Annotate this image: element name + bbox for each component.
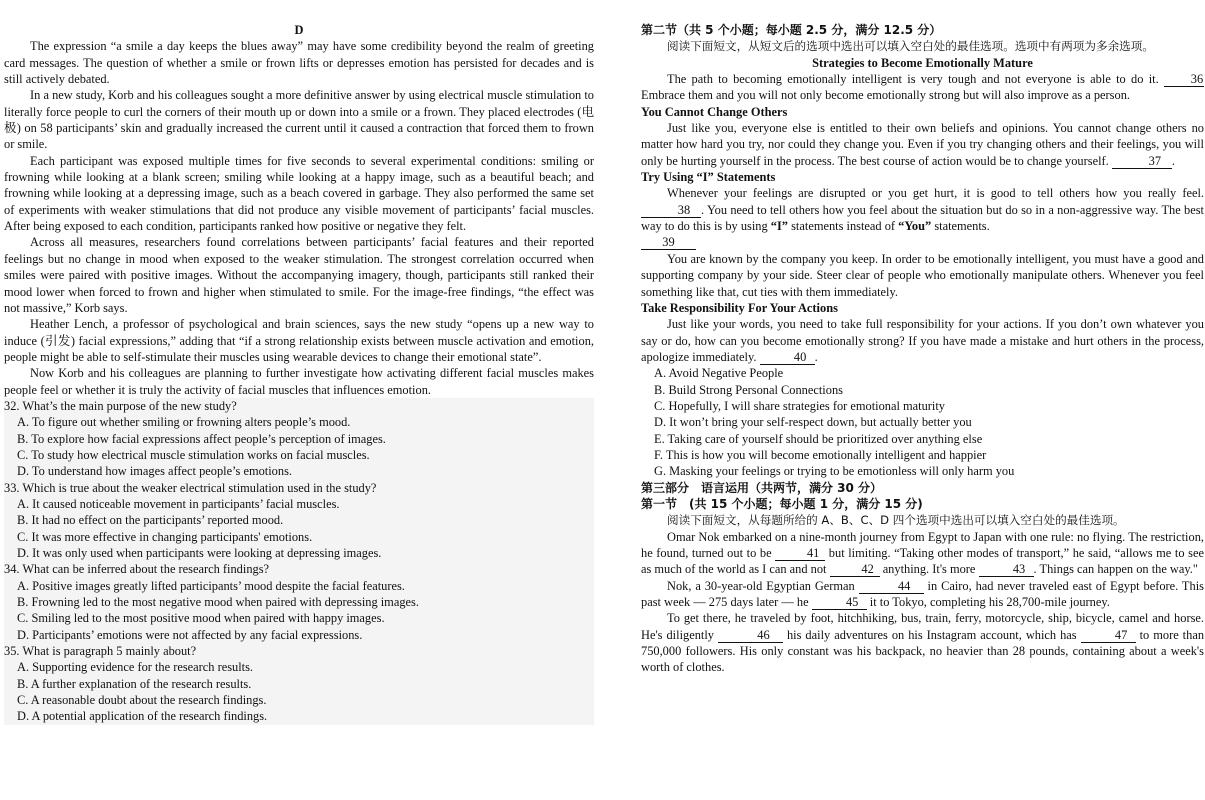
passage-paragraph: Just like your words, you need to take full responsibility for your actions. If you don’t own whatever you say or do, how can you become emotionally strong? If you have made a mistake and hurt others in the process, apologize immediately. 40 . [641,317,1204,364]
i-statement-label: “I” [770,219,788,234]
paragraph-text: his daily adventures on his Instagram account, which has [786,627,1077,642]
paragraph-text: in Cairo, had never traveled east of Egypt before. This past week — 275 days later — he [641,578,1204,610]
passage-paragraph: Heather Lench, a professor of psychological and brain sciences, says the new study “opens up a new way to induce (引发) facial expressions,” adding that “if a strong relationship exists between muscle activation and emotion, people might be able to self-stimulate their muscles using wearable devices to change their emotional state”. [4,317,594,364]
paragraph-text: Omar Nok embarked on a nine-month journey from Egypt to Japan with one rule: no flying. The restriction, he found, turned out to be [641,529,1204,560]
passage-title: Strategies to Become Emotionally Mature [812,55,1033,70]
subheading: You Cannot Change Others [641,104,788,119]
choice-option[interactable]: D. It won’t bring your self-respect down, but actually better you [654,415,972,430]
answer-option[interactable]: C. To study how electrical muscle stimulation works on facial muscles. [17,447,370,462]
passage-paragraph: Across all measures, researchers found correlations between participants’ facial features and their reported feelings but no change in mood when exposed to the weaker stimulation. The strongest correlation occurred when smiles were paired with positive images. Without the accompanying imagery, though, participants still ranked their mood lower when forced to frown and higher when stimulated to smile. For the image-free findings, “the effect was not massive,” Korb says. [4,235,594,315]
choice-option[interactable]: E. Taking care of yourself should be prioritized over anything else [654,431,983,446]
paragraph-text: Embrace them and you will not only become emotionally strong but will also improve as a person. [641,88,1130,103]
right-column [641,22,1204,676]
blank-37[interactable]: 37 [1112,154,1172,169]
answer-option[interactable]: B. A further explanation of the research results. [17,676,252,691]
blank-39[interactable]: 39 [641,235,696,250]
blank-44[interactable]: 44 [859,579,924,594]
passage-paragraph [641,71,1204,104]
section-1-title: 第一节 (共 15 个小题；每小题 1 分，满分 15 分) [641,496,923,511]
choice-option[interactable]: B. Build Strong Personal Connections [654,382,843,397]
part-3-title: 第三部分 语言运用（共两节，满分 30 分） [641,480,883,495]
section-2-instruction: 阅读下面短文，从短文后的选项中选出可以填入空白处的最佳选项。选项中有两项为多余选项。 [667,39,1154,54]
answer-option[interactable]: A. It caused noticeable movement in participants’ facial muscles. [17,496,340,511]
blank-40[interactable]: 40 [760,350,815,365]
question-stem: 35. What is paragraph 5 mainly about? [4,644,197,659]
you-statement-label: “You” [898,219,932,234]
passage-paragraph: Each participant was exposed multiple times for five seconds to several experimental conditions: smiling or frowning while looking at a blank screen; smiling while looking at a happy image, such as a beautiful beach; and frowning while looking at a depressing image, such as a beach covered in garbage. They also performed the same set of experiments with weaker stimulations that did not produce any visible movement of participants’ facial muscles. After being exposed to each condition, participants ranked how positive or negative they felt. [4,153,594,234]
blank-heading-line [641,234,1204,250]
blank-42[interactable]: 42 [830,562,880,577]
answer-option[interactable]: C. It was more effective in changing participants' emotions. [17,529,313,544]
paragraph-text: The path to becoming emotionally intelligent is very tough and not everyone is able to do it. [667,72,1159,87]
paragraph-text: . Things can happen on the way." [1033,562,1198,577]
paragraph-text: statements. [934,219,990,234]
blank-38[interactable]: 38 [641,203,701,218]
section-letter: D [294,23,304,37]
paragraph-text: but limiting. “Taking other modes of transport,” he said, “allows me to see as much of the world as I can and not [641,546,1204,577]
answer-option[interactable]: A. Positive images greatly lifted participants’ mood despite the facial features. [17,578,405,593]
choice-option[interactable]: F. This is how you will become emotionally intelligent and happier [654,447,987,462]
answer-option[interactable]: D. To understand how images affect people’s emotions. [17,464,292,479]
paragraph-text: Just like your words, you need to take full responsibility for your actions. If you don’t own whatever you say or do, how can you become emotionally strong? If you have made a mistake and hurt others in the process, apologize immediately. [641,317,1204,364]
passage-paragraph: Just like you, everyone else is entitled to their own beliefs and opinions. You cannot change others no matter how hard you try, nor could they change you. Even if you try changing others and their feelings, you will only be hurting yourself in the process. The best course of action would be to change yourself. 37 . [641,121,1204,168]
answer-option[interactable]: A. Supporting evidence for the research results. [17,660,254,675]
subheading: Try Using “I” Statements [641,170,776,185]
answer-option[interactable]: D. It was only used when participants were looking at depressing images. [17,546,382,560]
answer-option[interactable]: D. Participants’ emotions were not affected by any facial expressions. [17,627,363,642]
passage-paragraph [641,578,1204,611]
answer-option[interactable]: C. Smiling led to the most positive mood when paired with happy images. [17,611,385,626]
paragraph-text: to more than 750,000 followers. His only constant was his backpack, no heavier than 28 pounds, containing about a week's worth of clothes. [641,627,1205,675]
choice-option[interactable]: C. Hopefully, I will share strategies for emotional maturity [654,398,945,413]
choice-option[interactable]: G. Masking your feelings or trying to be emotionless will only harm you [654,464,1015,479]
answer-option[interactable]: B. To explore how facial expressions affect people’s perception of images. [17,431,386,446]
paragraph-text: Just like you, everyone else is entitled to their own beliefs and opinions. You cannot change others no matter how hard you try, nor could they change you. Even if you try changing others and their feelings, you will only be hurting yourself in the process. The best course of action would be to change yourself. [641,121,1204,168]
question-stem: 34. What can be inferred about the research findings? [4,562,270,577]
question-stem: 32. What’s the main purpose of the new study? [4,398,237,413]
answer-option[interactable]: B. It had no effect on the participants’ reported mood. [17,513,284,528]
answer-option[interactable]: B. Frowning led to the most negative mood when paired with depressing images. [17,595,419,610]
subheading: Take Responsibility For Your Actions [641,300,838,315]
question-stem: 33. Which is true about the weaker electrical stimulation used in the study? [4,480,377,495]
passage-paragraph [641,529,1204,578]
passage-paragraph [641,610,1204,675]
paragraph-text: You need to tell others how you feel about the situation but do so in a non-aggressive way. The best way to do this is by using [641,202,1204,234]
answer-option[interactable]: C. A reasonable doubt about the research findings. [17,693,267,708]
passage-paragraph: The expression “a smile a day keeps the blues away” may have some credibility beyond the realm of greeting card messages. The question of whether a smile or frown lifts or depresses emotion has persisted for decades and is still actively debated. [4,39,594,87]
blank-47[interactable]: 47 [1081,628,1136,643]
paragraph-text: Nok, a 30-year-old Egyptian German [667,578,855,593]
paragraph-text: anything. It's more [882,562,976,577]
blank-41[interactable]: 41 [775,546,825,561]
blank-36[interactable]: 36 [1164,72,1204,87]
passage-paragraph: You are known by the company you keep. In order to be emotionally intelligent, you must have a good and supporting company by your side. Steer clear of people who emotionally manipulate others. Whenever you feel something like that, cut ties with them immediately. [641,251,1204,299]
section-2-title: 第二节（共 5 个小题；每小题 2.5 分，满分 12.5 分） [641,23,942,37]
answer-option[interactable]: A. To figure out whether smiling or frowning alters people’s mood. [17,415,351,430]
paragraph-text: To get there, he traveled by foot, hitchhiking, bus, train, ferry, motorcycle, ship, bicycle, camel and horse. He's diligently [641,611,1204,642]
passage-paragraph: In a new study, Korb and his colleagues sought a more definitive answer by using electrical muscle stimulation to literally force people to curl the corners of their mouth up or down into a smile or a frown. They placed electrodes (电极) on 58 participants’ skin and gradually increased the current until it caused a contraction that forced them to frown or smile. [4,88,594,152]
passage-paragraph: Now Korb and his colleagues are planning to further investigate how activating different facial muscles makes people feel or whether it is truly the activity of facial muscles that influences emotion. [4,366,594,397]
blank-46[interactable]: 46 [718,628,783,643]
paragraph-text: it to Tokyo, completing his 28,700-mile journey. [869,595,1110,610]
answer-option[interactable]: D. A potential application of the research findings. [17,709,268,724]
blank-45[interactable]: 45 [812,595,867,610]
paragraph-text: Whenever your feelings are disrupted or you get hurt, it is good to tell others how you really feel. [667,186,1204,201]
section-1-instruction: 阅读下面短文，从每题所给的 A、B、C、D 四个选项中选出可以填入空白处的最佳选项。 [667,513,1125,528]
choice-option[interactable]: A. Avoid Negative People [654,366,784,381]
reading-passage-d [4,22,594,725]
passage-paragraph: Whenever your feelings are disrupted or you get hurt, it is good to tell others how you really feel. 38 . You need to tell others how you feel about the situation but do so in a non-aggressive way. The best way to do this is by using “I” statements instead of “You” statements. [641,186,1204,234]
paragraph-text: statements instead of [791,219,896,234]
blank-43[interactable]: 43 [979,562,1034,577]
question-block [4,398,594,725]
